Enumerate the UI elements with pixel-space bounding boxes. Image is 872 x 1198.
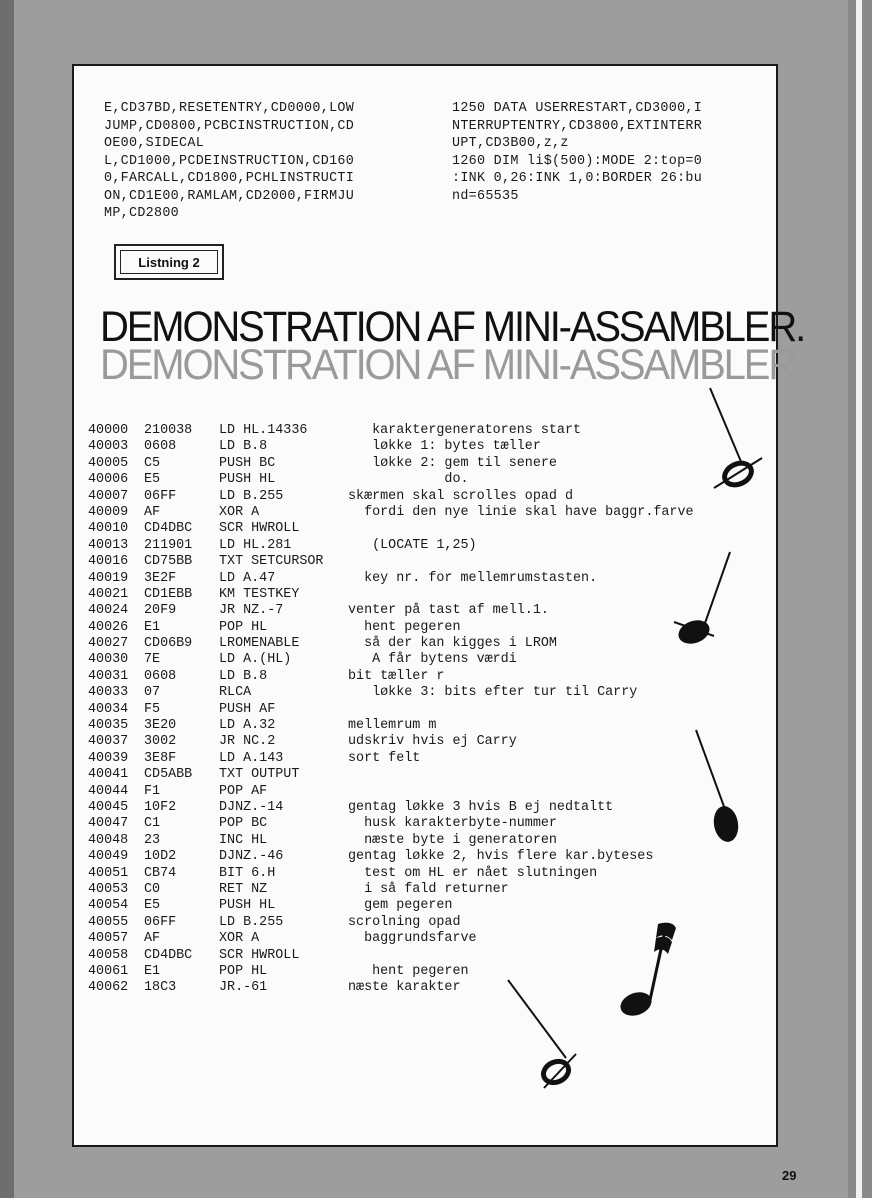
- code-hex: CB74: [144, 865, 177, 881]
- code-hex: CD4DBC: [144, 947, 193, 963]
- code-instruction: DJNZ.-46: [219, 849, 284, 865]
- code-address: 40049: [88, 849, 129, 865]
- page-number: 29: [782, 1168, 797, 1183]
- code-address: 40045: [88, 799, 129, 815]
- code-comment: baggrundsfarve: [348, 931, 477, 947]
- music-note-icon: [606, 918, 686, 1028]
- listing-line: UPT,CD3B00,z,z: [452, 136, 569, 151]
- code-instruction: TXT OUTPUT: [219, 767, 300, 783]
- code-hex: CD5ABB: [144, 767, 193, 783]
- code-instruction: LD B.255: [219, 914, 284, 930]
- code-instruction: JR NC.2: [219, 734, 276, 750]
- code-instruction: LD A.47: [219, 570, 276, 586]
- code-instruction: LD B.255: [219, 488, 284, 504]
- code-comment: gentag løkke 3 hvis B ej nedtaltt: [348, 799, 614, 815]
- listing-line: NTERRUPTENTRY,CD3800,EXTINTERR: [452, 118, 703, 134]
- listing-left-column: [104, 100, 354, 223]
- code-comment: scrolning opad: [348, 914, 461, 930]
- code-address: 40016: [88, 554, 129, 570]
- code-comment: karaktergeneratorens start: [348, 423, 582, 438]
- code-address: 40007: [88, 488, 129, 504]
- code-instruction: KM TESTKEY: [219, 586, 300, 602]
- code-hex: 0608: [144, 668, 177, 684]
- code-instruction: TXT SETCURSOR: [219, 554, 324, 570]
- code-instruction: PUSH HL: [219, 472, 276, 488]
- code-address: 40019: [88, 570, 129, 586]
- listing-line: nd=65535: [452, 188, 519, 204]
- code-address: 40047: [88, 816, 129, 832]
- code-address: 40027: [88, 636, 129, 652]
- page-right-edge: [848, 0, 872, 1198]
- listing-line: 1260 DIM li$(500):MODE 2:top=0: [452, 153, 703, 169]
- code-hex: 07: [144, 685, 161, 701]
- listing-line: JUMP,CD0800,PCBCINSTRUCTION,CD: [104, 118, 355, 134]
- code-hex: CD75BB: [144, 554, 193, 570]
- code-address: 40039: [88, 750, 129, 766]
- code-comment: bit tæller r: [348, 668, 445, 684]
- code-address: 40058: [88, 947, 129, 963]
- listing-label: Listning 2: [120, 250, 218, 274]
- code-comment: sort felt: [348, 750, 421, 766]
- code-hex: 210038: [144, 423, 193, 438]
- code-comment: næste karakter: [348, 980, 461, 996]
- code-comment: venter på tast af mell.1.: [348, 603, 549, 619]
- code-address: 40021: [88, 586, 129, 602]
- code-comment: husk karakterbyte-nummer: [348, 816, 557, 832]
- listing-panel: [72, 64, 805, 1147]
- code-comment: skærmen skal scrolles opad d: [348, 488, 573, 504]
- listing-line: E,CD37BD,RESETENTRY,CD0000,LOW: [104, 101, 355, 116]
- code-comment: key nr. for mellemrumstasten.: [348, 570, 598, 586]
- headline-shadow: DEMONSTRATION AF MINI-ASSAMBLER: [100, 341, 796, 389]
- code-address: 40041: [88, 767, 129, 783]
- code-instruction: LD HL.14336: [219, 423, 308, 438]
- code-comment: gem pegeren: [348, 898, 453, 914]
- code-hex: 7E: [144, 652, 161, 668]
- code-hex: 06FF: [144, 914, 177, 930]
- code-hex: C1: [144, 816, 161, 832]
- code-comment: A får bytens værdi: [348, 652, 517, 668]
- code-instruction: POP HL: [219, 619, 268, 635]
- music-note-icon: [690, 728, 760, 848]
- code-hex: C5: [144, 455, 161, 471]
- code-instruction: LD A.(HL): [219, 652, 292, 668]
- code-address: 40026: [88, 619, 129, 635]
- code-instruction: POP AF: [219, 783, 268, 799]
- code-instruction: PUSH AF: [219, 701, 276, 717]
- code-hex: C0: [144, 881, 161, 897]
- code-instruction: LD A.32: [219, 718, 276, 734]
- code-hex: 3E2F: [144, 570, 177, 586]
- code-address: 40030: [88, 652, 129, 668]
- code-address: 40006: [88, 472, 129, 488]
- code-hex: F1: [144, 783, 161, 799]
- listing-line: ON,CD1E00,RAMLAM,CD2000,FIRMJU: [104, 188, 355, 204]
- listing-line: L,CD1000,PCDEINSTRUCTION,CD160: [104, 153, 355, 169]
- code-hex: E1: [144, 619, 161, 635]
- code-address: 40033: [88, 685, 129, 701]
- code-comment: i så fald returner: [348, 881, 509, 897]
- code-instruction: RLCA: [219, 685, 252, 701]
- code-address: 40048: [88, 832, 129, 848]
- code-comment: gentag løkke 2, hvis flere kar.byteses: [348, 849, 654, 865]
- code-comment: fordi den nye linie skal have baggr.farve: [348, 504, 694, 520]
- code-address: 40054: [88, 898, 129, 914]
- code-instruction: DJNZ.-14: [219, 799, 284, 815]
- listing-line: :INK 0,26:INK 1,0:BORDER 26:bu: [452, 171, 703, 186]
- music-note-icon: [692, 386, 772, 496]
- code-hex: CD06B9: [144, 636, 193, 652]
- music-note-icon: [504, 978, 594, 1098]
- code-comment: do.: [348, 472, 469, 488]
- code-instruction: SCR HWROLL: [219, 947, 300, 963]
- code-instruction: LD HL.281: [219, 537, 292, 553]
- code-address: 40037: [88, 734, 129, 750]
- listing-right-column: [452, 100, 702, 205]
- code-instruction: RET NZ: [219, 881, 268, 897]
- code-comment: test om HL er nået slutningen: [348, 865, 598, 881]
- code-comment: næste byte i generatoren: [348, 832, 557, 848]
- page-binding-edge: [0, 0, 14, 1198]
- code-address: 40031: [88, 668, 129, 684]
- listing-line: MP,CD2800: [104, 206, 180, 221]
- listing-line: 0,FARCALL,CD1800,PCHLINSTRUCTI: [104, 171, 355, 186]
- code-comment: (LOCATE 1,25): [348, 537, 477, 553]
- code-instruction: POP BC: [219, 816, 268, 832]
- code-instruction: LD B.8: [219, 668, 268, 684]
- code-address: 40009: [88, 504, 129, 520]
- code-instruction: BIT 6.H: [219, 865, 276, 881]
- code-address: 40013: [88, 537, 129, 553]
- code-address: 40035: [88, 718, 129, 734]
- code-instruction: INC HL: [219, 832, 268, 848]
- code-hex: 06FF: [144, 488, 177, 504]
- code-hex: 3E20: [144, 718, 177, 734]
- code-hex: 211901: [144, 537, 193, 553]
- code-instruction: SCR HWROLL: [219, 521, 300, 537]
- code-hex: E5: [144, 472, 161, 488]
- code-address: 40057: [88, 931, 129, 947]
- listing-line: OE00,SIDECAL: [104, 136, 205, 151]
- code-instruction: LD B.8: [219, 439, 268, 455]
- listing-label-box: [114, 244, 224, 280]
- code-address: 40000: [88, 423, 129, 438]
- code-address: 40055: [88, 914, 129, 930]
- code-hex: 20F9: [144, 603, 177, 619]
- headline-main: DEMONSTRATION AF MINI-ASSAMBLER.: [100, 303, 805, 351]
- code-hex: 3002: [144, 734, 177, 750]
- code-instruction: JR NZ.-7: [219, 603, 284, 619]
- code-address: 40034: [88, 701, 129, 717]
- code-hex: CD4DBC: [144, 521, 193, 537]
- code-comment: hent pegeren: [348, 619, 461, 635]
- code-address: 40051: [88, 865, 129, 881]
- code-comment: løkke 2: gem til senere: [348, 455, 557, 471]
- listing-line: 1250 DATA USERRESTART,CD3000,I: [452, 101, 703, 116]
- code-instruction: XOR A: [219, 504, 260, 520]
- code-hex: F5: [144, 701, 161, 717]
- code-address: 40003: [88, 439, 129, 455]
- code-address: 40005: [88, 455, 129, 471]
- code-instruction: XOR A: [219, 931, 260, 947]
- code-comment: hent pegeren: [348, 963, 469, 979]
- headline: [100, 303, 805, 389]
- code-hex: 10D2: [144, 849, 177, 865]
- music-note-icon: [670, 550, 740, 650]
- code-hex: 10F2: [144, 799, 177, 815]
- code-hex: 0608: [144, 439, 177, 455]
- code-hex: 3E8F: [144, 750, 177, 766]
- code-hex: E5: [144, 898, 161, 914]
- code-instruction: PUSH BC: [219, 455, 276, 471]
- code-comment: løkke 1: bytes tæller: [348, 439, 541, 455]
- code-hex: 18C3: [144, 980, 177, 996]
- code-hex: AF: [144, 931, 161, 947]
- code-hex: CD1EBB: [144, 586, 193, 602]
- code-comment: mellemrum m: [348, 718, 437, 734]
- code-hex: E1: [144, 963, 161, 979]
- code-instruction: PUSH HL: [219, 898, 276, 914]
- code-address: 40062: [88, 980, 129, 996]
- code-instruction: LROMENABLE: [219, 636, 300, 652]
- code-address: 40024: [88, 603, 129, 619]
- code-hex: AF: [144, 504, 161, 520]
- code-comment: udskriv hvis ej Carry: [348, 734, 517, 750]
- code-address: 40044: [88, 783, 129, 799]
- code-address: 40061: [88, 963, 129, 979]
- code-instruction: JR.-61: [219, 980, 268, 996]
- code-instruction: LD A.143: [219, 750, 284, 766]
- code-hex: 23: [144, 832, 161, 848]
- code-comment: løkke 3: bits efter tur til Carry: [348, 685, 638, 701]
- code-comment: så der kan kigges i LROM: [348, 636, 557, 652]
- code-instruction: POP HL: [219, 963, 268, 979]
- code-address: 40053: [88, 881, 129, 897]
- code-address: 40010: [88, 521, 129, 537]
